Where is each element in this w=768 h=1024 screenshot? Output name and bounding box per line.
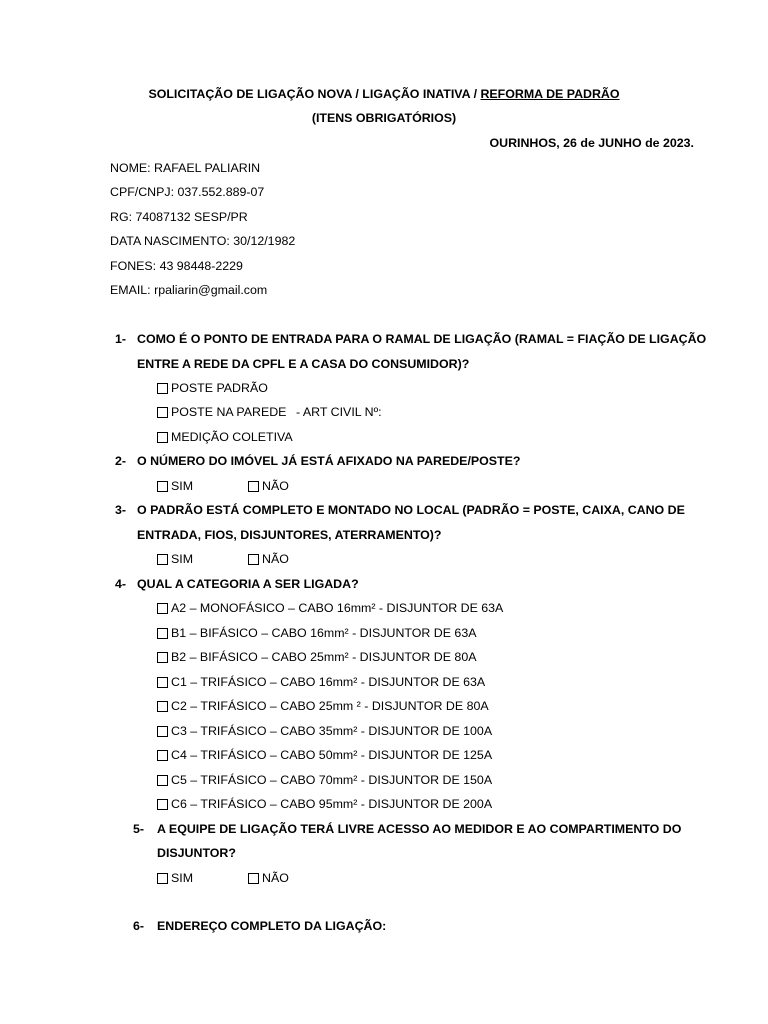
q6-number: 6- [133, 919, 145, 933]
q1-text-line1: COMO É O PONTO DE ENTRADA PARA O RAMAL DE LIGAÇÃO (RAMAL = FIAÇÃO DE LIGAÇÃO [137, 332, 707, 346]
q6-text: ENDEREÇO COMPLETO DA LIGAÇÃO: [157, 919, 387, 933]
q2-number: 2- [115, 454, 127, 468]
q4-option-b2[interactable] [157, 649, 476, 665]
q3-number: 3- [115, 503, 127, 517]
q3-no-label: NÃO [262, 552, 289, 566]
q4-option-c2[interactable] [157, 698, 489, 714]
checkbox[interactable] [157, 799, 168, 810]
q3-text-line1: O PADRÃO ESTÁ COMPLETO E MONTADO NO LOCAL (PADRÃO = POSTE, CAIXA, CANO DE [137, 503, 685, 517]
checkbox[interactable] [157, 677, 168, 688]
q5-option-sim[interactable] [157, 870, 193, 886]
q5-yes-label: SIM [171, 871, 194, 885]
checkbox[interactable] [157, 701, 168, 712]
q3-text-line2: ENTRADA, FIOS, DISJUNTORES, ATERRAMENTO)? [137, 528, 442, 542]
checkbox[interactable] [157, 750, 168, 761]
q1-option-poste-padrao[interactable] [157, 380, 268, 396]
q4-option-c5[interactable] [157, 772, 492, 788]
q4-option-label: C4 – TRIFÁSICO – CABO 50mm² - DISJUNTOR DE 125A [171, 748, 493, 762]
q4-option-c3[interactable] [157, 723, 492, 739]
q4-option-label: A2 – MONOFÁSICO – CABO 16mm² - DISJUNTOR DE 63A [171, 601, 504, 615]
applicant-name: NOME: RAFAEL PALIARIN [110, 161, 261, 175]
q1-option-label: POSTE NA PAREDE [171, 405, 287, 419]
checkbox[interactable] [157, 407, 168, 418]
q1-art-civil-label: - ART CIVIL Nº: [296, 405, 382, 419]
form-subtitle: (ITENS OBRIGATÓRIOS) [311, 111, 457, 125]
q4-option-c4[interactable] [157, 747, 492, 763]
q1-number: 1- [115, 332, 127, 346]
q2-text: O NÚMERO DO IMÓVEL JÁ ESTÁ AFIXADO NA PAREDE/POSTE? [137, 454, 521, 468]
q1-option-label: POSTE PADRÃO [171, 381, 268, 395]
q4-option-c1[interactable] [157, 674, 485, 690]
applicant-phones: FONES: 43 98448-2229 [110, 259, 243, 273]
applicant-rg: RG: 74087132 SESP/PR [110, 210, 248, 224]
checkbox[interactable] [157, 603, 168, 614]
q4-number: 4- [115, 577, 127, 591]
form-title [0, 86, 768, 102]
q1-option-label: MEDIÇÃO COLETIVA [171, 430, 293, 444]
checkbox[interactable] [248, 554, 259, 565]
checkbox[interactable] [157, 481, 168, 492]
checkbox[interactable] [157, 652, 168, 663]
q5-number: 5- [133, 822, 145, 836]
applicant-cpf: CPF/CNPJ: 037.552.889-07 [110, 185, 265, 199]
applicant-birthdate: DATA NASCIMENTO: 30/12/1982 [110, 234, 296, 248]
q3-option-nao[interactable] [248, 551, 289, 567]
checkbox[interactable] [157, 726, 168, 737]
q2-yes-label: SIM [171, 479, 194, 493]
q2-option-nao[interactable] [248, 478, 289, 494]
q5-no-label: NÃO [262, 871, 289, 885]
q4-text: QUAL A CATEGORIA A SER LIGADA? [137, 577, 359, 591]
checkbox[interactable] [157, 383, 168, 394]
q5-option-nao[interactable] [248, 870, 289, 886]
q1-option-medicao-coletiva[interactable] [157, 429, 293, 445]
checkbox[interactable] [248, 481, 259, 492]
q4-option-c6[interactable] [157, 796, 492, 812]
q3-yes-label: SIM [171, 552, 194, 566]
q4-option-label: C5 – TRIFÁSICO – CABO 70mm² - DISJUNTOR DE 150A [171, 773, 493, 787]
q1-text-line2: ENTRE A REDE DA CPFL E A CASA DO CONSUMIDOR)? [137, 357, 470, 371]
q5-text-line2: DISJUNTOR? [157, 846, 236, 860]
q4-option-b1[interactable] [157, 625, 476, 641]
q3-option-sim[interactable] [157, 551, 193, 567]
q4-option-label: B1 – BIFÁSICO – CABO 16mm² - DISJUNTOR DE 63A [171, 626, 477, 640]
checkbox[interactable] [157, 432, 168, 443]
date-line: OURINHOS, 26 de JUNHO de 2023. [489, 136, 694, 150]
q4-option-label: C6 – TRIFÁSICO – CABO 95mm² - DISJUNTOR DE 200A [171, 797, 493, 811]
q1-option-poste-parede[interactable] [157, 404, 286, 420]
q4-option-label: C1 – TRIFÁSICO – CABO 16mm² - DISJUNTOR DE 63A [171, 675, 486, 689]
checkbox[interactable] [157, 628, 168, 639]
checkbox[interactable] [157, 554, 168, 565]
form-title-underlined: REFORMA DE PADRÃO [480, 87, 620, 101]
q2-option-sim[interactable] [157, 478, 193, 494]
form-title-main: SOLICITAÇÃO DE LIGAÇÃO NOVA / LIGAÇÃO INATIVA / [148, 87, 481, 101]
checkbox[interactable] [248, 873, 259, 884]
q4-option-a2[interactable] [157, 600, 503, 616]
checkbox[interactable] [157, 775, 168, 786]
q4-option-label: C3 – TRIFÁSICO – CABO 35mm² - DISJUNTOR DE 100A [171, 724, 493, 738]
q5-text-line1: A EQUIPE DE LIGAÇÃO TERÁ LIVRE ACESSO AO MEDIDOR E AO COMPARTIMENTO DO [157, 822, 682, 836]
q4-option-label: C2 – TRIFÁSICO – CABO 25mm ² - DISJUNTOR DE 80A [171, 699, 489, 713]
q2-no-label: NÃO [262, 479, 289, 493]
q4-option-label: B2 – BIFÁSICO – CABO 25mm² - DISJUNTOR DE 80A [171, 650, 477, 664]
checkbox[interactable] [157, 873, 168, 884]
applicant-email: EMAIL: rpaliarin@gmail.com [110, 283, 268, 297]
